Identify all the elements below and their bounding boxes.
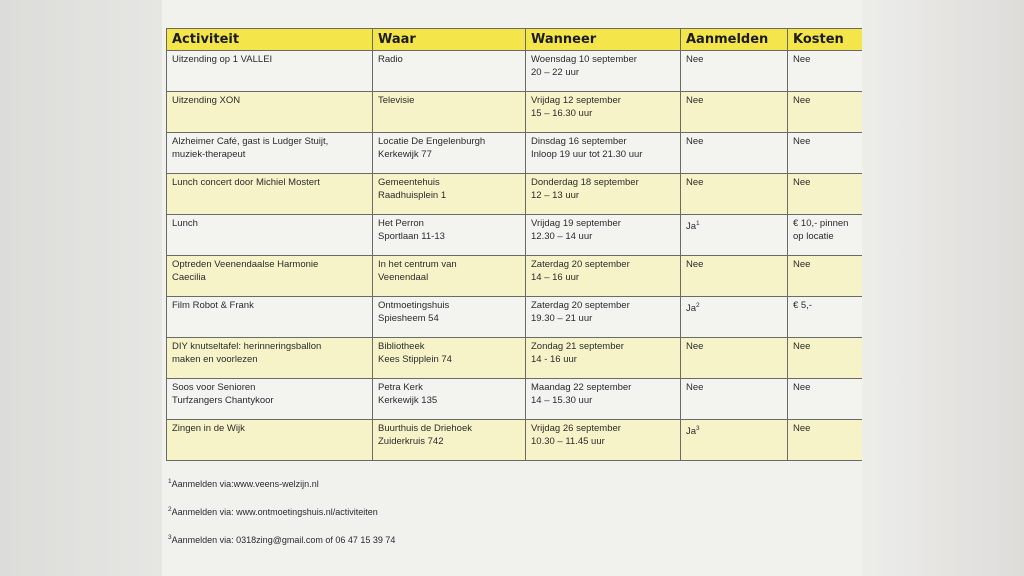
cell-wanneer-line: 14 – 15.30 uur (531, 395, 593, 406)
cell-kosten-line: Nee (793, 54, 811, 65)
cell-kosten (788, 420, 863, 461)
cell-waar-line: Kees Stipplein 74 (378, 354, 452, 365)
cell-activiteit-line: muziek-therapeut (172, 149, 246, 160)
cell-kosten-line: Nee (793, 95, 811, 106)
header-wanneer: Wanneer (526, 29, 681, 51)
cell-activiteit-line: Film Robot & Frank (172, 300, 254, 311)
aanmelden-value: Ja (686, 426, 697, 438)
cell-activiteit (167, 174, 373, 215)
cell-kosten (788, 92, 863, 133)
cell-waar-line: Sportlaan 11-13 (378, 231, 445, 242)
cell-aanmelden (681, 420, 788, 461)
cell-activiteit (167, 92, 373, 133)
cell-kosten-line: Nee (793, 136, 811, 147)
background-right (862, 0, 1024, 576)
aanmelden-value: Nee (686, 341, 704, 352)
cell-activiteit (167, 51, 373, 92)
cell-activiteit (167, 420, 373, 461)
table-row (167, 133, 863, 174)
aanmelden-value: Ja (686, 303, 697, 315)
table-row (167, 297, 863, 338)
cell-wanneer-line: Woensdag 10 september (531, 54, 637, 65)
footnote-mark: 2 (168, 506, 172, 513)
header-aanmelden: Aanmelden (681, 29, 788, 51)
cell-aanmelden (681, 92, 788, 133)
cell-kosten-line: € 10,- pinnen (793, 218, 849, 229)
cell-aanmelden (681, 133, 788, 174)
cell-waar-line: Petra Kerk (378, 382, 423, 393)
cell-wanneer-line: 14 - 16 uur (531, 354, 577, 365)
cell-wanneer-line: Maandag 22 september (531, 382, 632, 393)
cell-waar (373, 133, 526, 174)
footnote-marker: 2 (696, 302, 700, 309)
table-row (167, 215, 863, 256)
cell-kosten (788, 338, 863, 379)
aanmelden-value: Nee (686, 54, 704, 65)
activities-table-wrap (166, 28, 862, 461)
footnote (168, 534, 395, 549)
aanmelden-value: Nee (686, 95, 704, 106)
cell-aanmelden (681, 51, 788, 92)
cell-wanneer-line: Inloop 19 uur tot 21.30 uur (531, 149, 643, 160)
cell-waar-line: Radio (378, 54, 403, 65)
cell-activiteit-line: Optreden Veenendaalse Harmonie (172, 259, 319, 270)
table-row (167, 420, 863, 461)
cell-waar (373, 92, 526, 133)
cell-wanneer (526, 379, 681, 420)
cell-waar-line: Raadhuisplein 1 (378, 190, 447, 201)
cell-wanneer (526, 338, 681, 379)
cell-waar-line: Televisie (378, 95, 415, 106)
footnotes (168, 478, 395, 562)
cell-activiteit-line: Zingen in de Wijk (172, 423, 245, 434)
cell-wanneer (526, 51, 681, 92)
table-header-row (167, 29, 863, 51)
table-row (167, 379, 863, 420)
cell-kosten-line: Nee (793, 423, 811, 434)
aanmelden-value: Nee (686, 177, 704, 188)
cell-wanneer-line: 10.30 – 11.45 uur (531, 436, 605, 447)
cell-activiteit (167, 379, 373, 420)
cell-aanmelden (681, 256, 788, 297)
cell-waar-line: Veenendaal (378, 272, 429, 283)
cell-wanneer-line: Vrijdag 19 september (531, 218, 621, 229)
cell-waar (373, 51, 526, 92)
cell-wanneer (526, 174, 681, 215)
cell-wanneer-line: 12.30 – 14 uur (531, 231, 593, 242)
cell-aanmelden (681, 174, 788, 215)
footnote-text: Aanmelden via:www.veens-welzijn.nl (171, 479, 319, 489)
table-body (167, 51, 863, 461)
cell-wanneer-line: 14 – 16 uur (531, 272, 580, 283)
cell-waar-line: Kerkewijk 135 (378, 395, 438, 406)
footnote-mark: 3 (168, 534, 172, 541)
cell-activiteit (167, 133, 373, 174)
activities-table (166, 28, 862, 461)
header-kosten: Kosten (788, 29, 863, 51)
cell-kosten (788, 215, 863, 256)
cell-wanneer (526, 92, 681, 133)
cell-kosten-line: op locatie (793, 231, 834, 242)
table-row (167, 92, 863, 133)
table-row (167, 338, 863, 379)
cell-waar-line: Buurthuis de Driehoek (378, 423, 472, 434)
cell-activiteit-line: maken en voorlezen (172, 354, 258, 365)
background-left (0, 0, 162, 576)
aanmelden-value: Nee (686, 382, 704, 393)
cell-waar-line: Spiesheem 54 (378, 313, 439, 324)
document-page (162, 0, 862, 576)
footnote-mark: 1 (168, 478, 172, 485)
cell-aanmelden (681, 215, 788, 256)
footnote-text: Aanmelden via: www.ontmoetingshuis.nl/activiteiten (171, 507, 378, 517)
cell-wanneer-line: Vrijdag 12 september (531, 95, 621, 106)
cell-wanneer (526, 215, 681, 256)
header-activiteit: Activiteit (167, 29, 373, 51)
cell-wanneer-line: Vrijdag 26 september (531, 423, 621, 434)
table-row (167, 51, 863, 92)
cell-waar-line: Gemeentehuis (378, 177, 440, 188)
cell-waar (373, 420, 526, 461)
cell-activiteit (167, 256, 373, 297)
cell-activiteit-line: Uitzending op 1 VALLEI (172, 54, 273, 65)
cell-waar-line: Zuiderkruis 742 (378, 436, 444, 447)
cell-waar-line: Het Perron (378, 218, 424, 229)
cell-activiteit-line: Alzheimer Café, gast is Ludger Stuijt, (172, 136, 329, 147)
cell-waar-line: Kerkewijk 77 (378, 149, 432, 160)
cell-activiteit-line: Lunch (172, 218, 198, 229)
cell-wanneer (526, 133, 681, 174)
cell-activiteit-line: Caecilia (172, 272, 206, 283)
cell-wanneer-line: 12 – 13 uur (531, 190, 580, 201)
aanmelden-value: Ja (686, 221, 697, 233)
cell-kosten-line: Nee (793, 382, 811, 393)
footnote (168, 506, 395, 521)
cell-waar-line: Bibliotheek (378, 341, 425, 352)
cell-activiteit-line: Turfzangers Chantykoor (172, 395, 274, 406)
cell-waar-line: Locatie De Engelenburgh (378, 136, 486, 147)
cell-waar-line: Ontmoetingshuis (378, 300, 450, 311)
cell-wanneer-line: Zaterdag 20 september (531, 259, 630, 270)
cell-wanneer (526, 256, 681, 297)
cell-kosten (788, 133, 863, 174)
cell-aanmelden (681, 338, 788, 379)
cell-waar (373, 256, 526, 297)
cell-aanmelden (681, 297, 788, 338)
cell-kosten-line: Nee (793, 341, 811, 352)
footnote-marker: 3 (696, 425, 700, 432)
cell-activiteit-line: Soos voor Senioren (172, 382, 256, 393)
cell-kosten (788, 297, 863, 338)
cell-activiteit (167, 338, 373, 379)
cell-waar-line: In het centrum van (378, 259, 457, 270)
table-row (167, 256, 863, 297)
cell-wanneer-line: Donderdag 18 september (531, 177, 639, 188)
cell-wanneer (526, 297, 681, 338)
cell-wanneer-line: 20 – 22 uur (531, 67, 580, 78)
cell-kosten (788, 174, 863, 215)
footnote-marker: 1 (696, 220, 700, 227)
cell-kosten-line: Nee (793, 177, 811, 188)
table-row (167, 174, 863, 215)
footnote (168, 478, 395, 493)
cell-aanmelden (681, 379, 788, 420)
cell-kosten-line: Nee (793, 259, 811, 270)
cell-waar (373, 338, 526, 379)
cell-wanneer-line: 19.30 – 21 uur (531, 313, 593, 324)
aanmelden-value: Nee (686, 136, 704, 147)
cell-activiteit-line: Lunch concert door Michiel Mostert (172, 177, 320, 188)
cell-activiteit-line: Uitzending XON (172, 95, 241, 106)
footnote-text: Aanmelden via: 0318zing@gmail.com of 06 47 15 39 74 (171, 535, 396, 545)
aanmelden-value: Nee (686, 259, 704, 270)
cell-wanneer-line: 15 – 16.30 uur (531, 108, 593, 119)
header-waar: Waar (373, 29, 526, 51)
cell-activiteit (167, 297, 373, 338)
cell-waar (373, 297, 526, 338)
cell-wanneer-line: Zondag 21 september (531, 341, 624, 352)
cell-activiteit (167, 215, 373, 256)
cell-wanneer-line: Zaterdag 20 september (531, 300, 630, 311)
cell-wanneer-line: Dinsdag 16 september (531, 136, 627, 147)
cell-kosten (788, 51, 863, 92)
cell-kosten-line: € 5,- (793, 300, 813, 311)
cell-waar (373, 215, 526, 256)
cell-waar (373, 379, 526, 420)
cell-kosten (788, 256, 863, 297)
cell-waar (373, 174, 526, 215)
cell-kosten (788, 379, 863, 420)
cell-wanneer (526, 420, 681, 461)
cell-activiteit-line: DIY knutseltafel: herinneringsballon (172, 341, 322, 352)
